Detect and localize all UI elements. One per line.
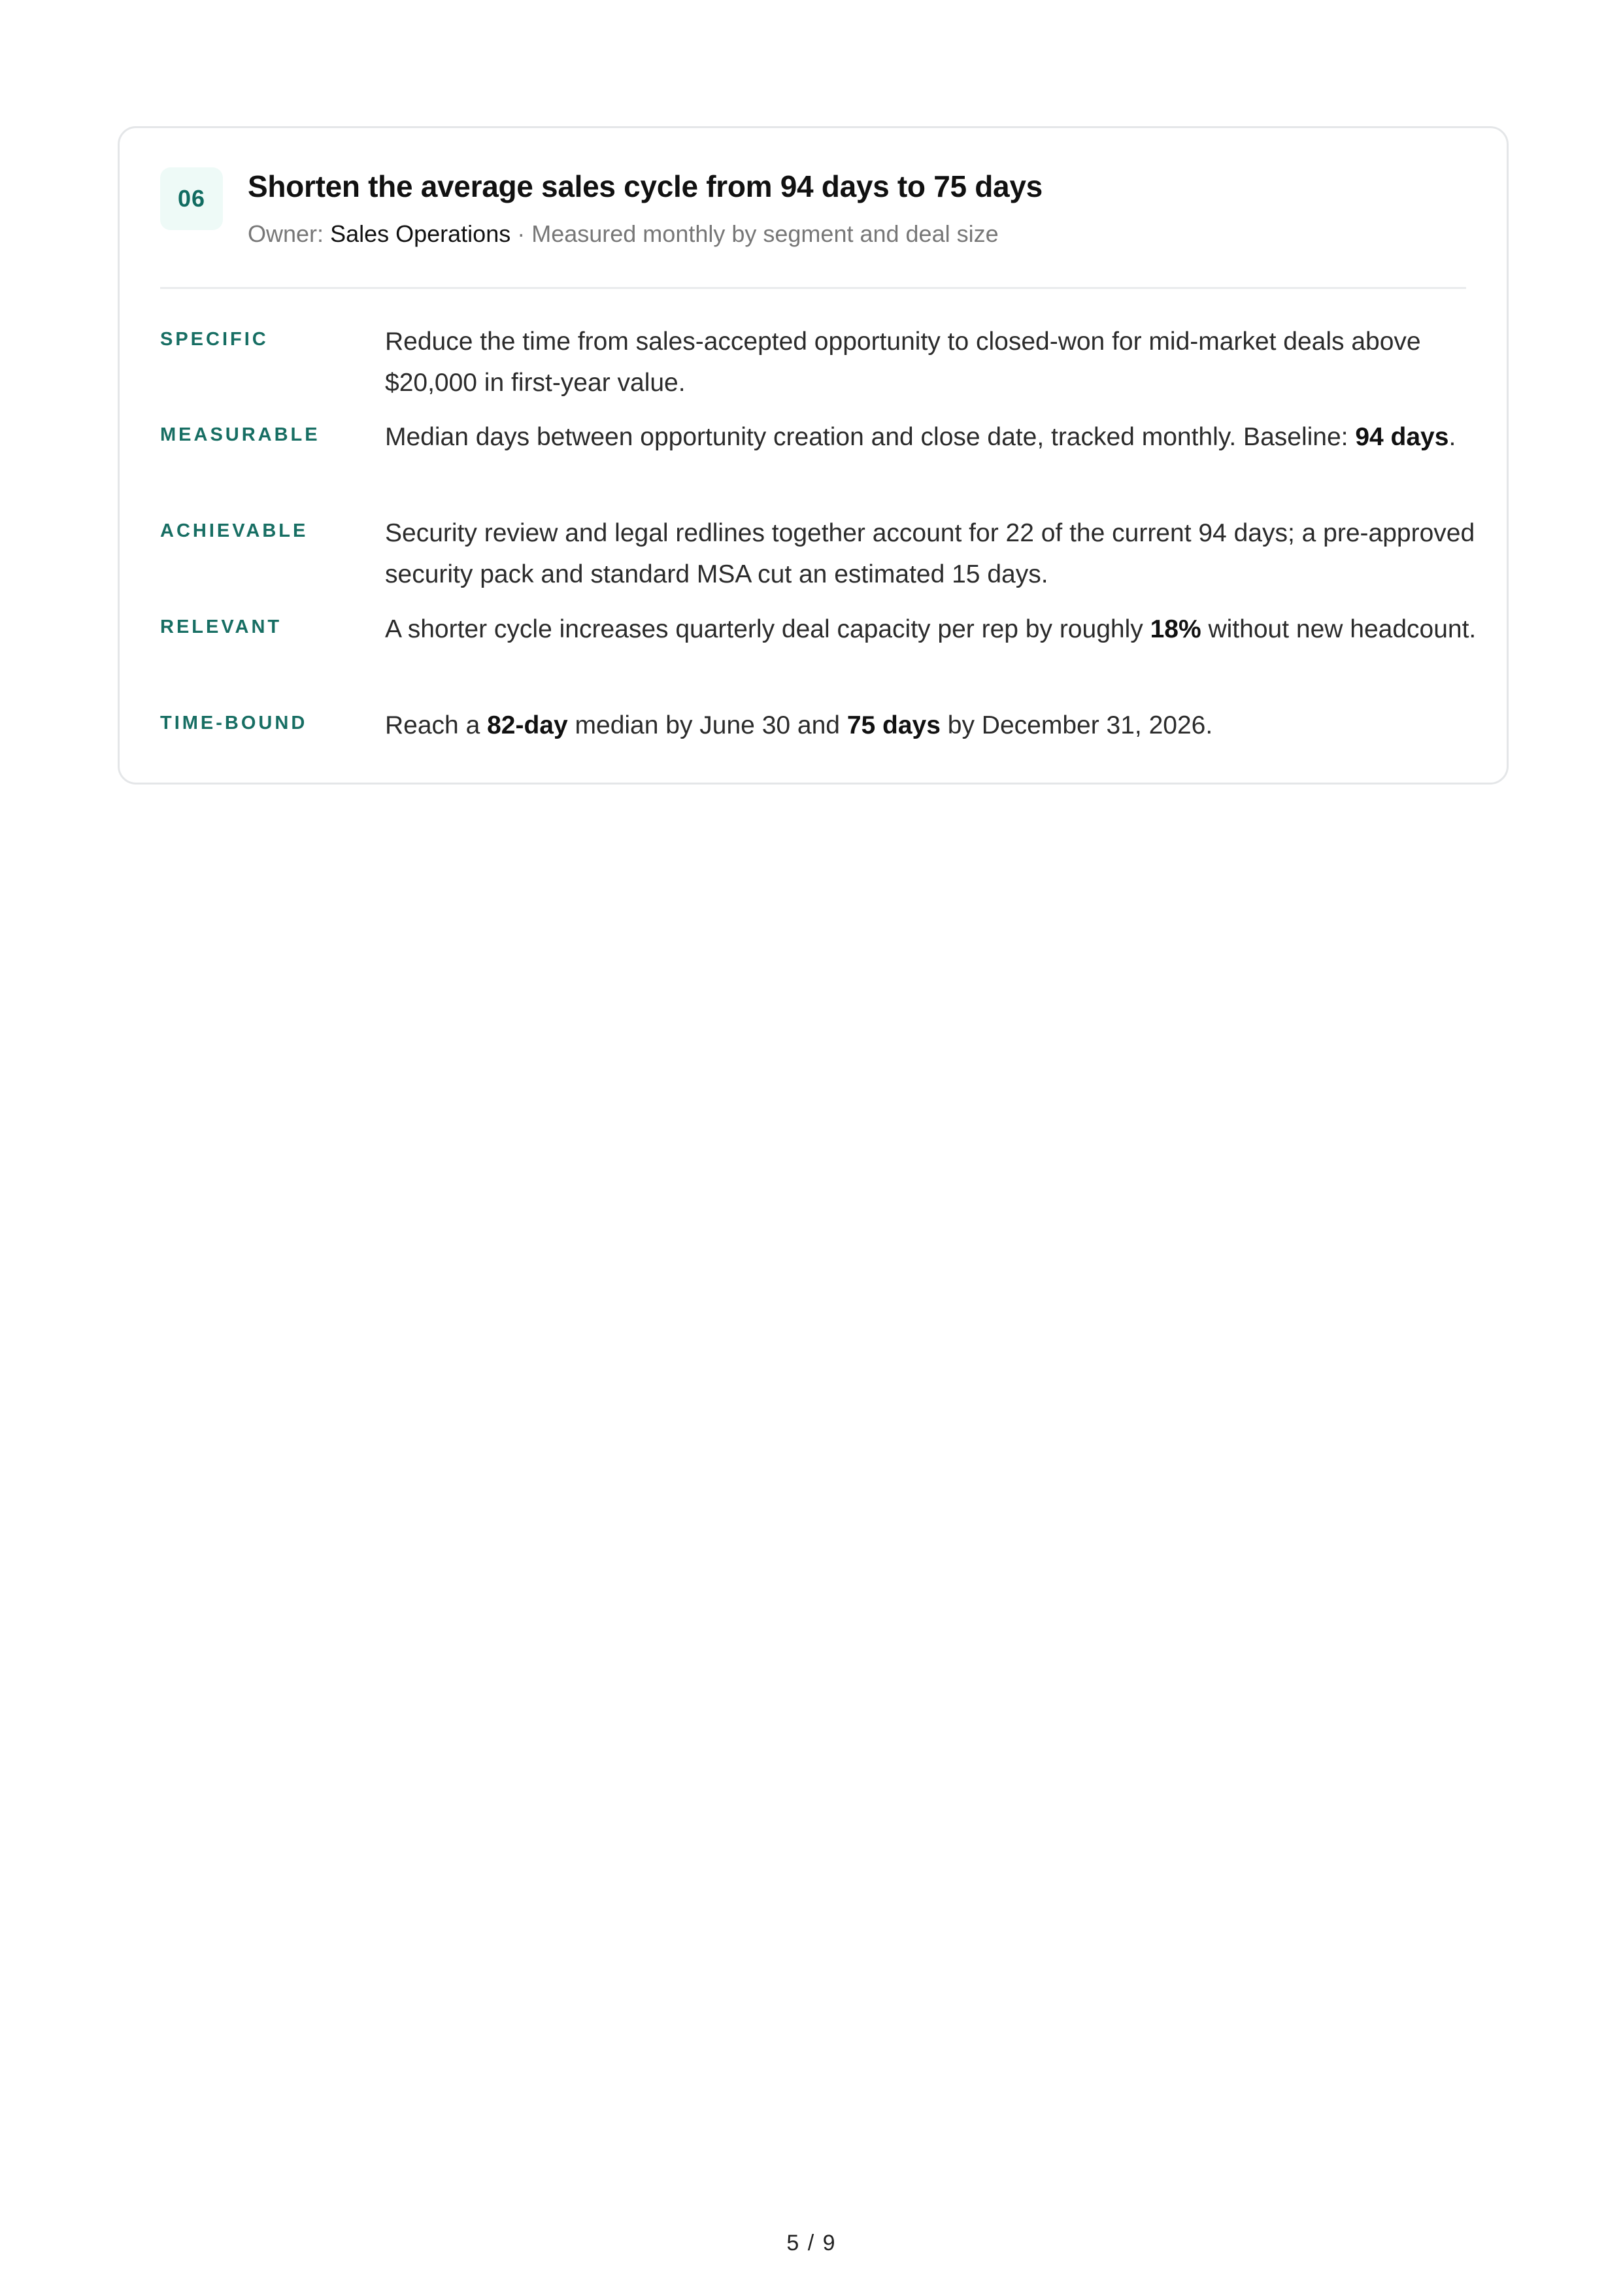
goal-card [118, 126, 1509, 785]
goal-number-badge: 06 [160, 167, 223, 230]
owner-name: Sales Operations [330, 220, 511, 247]
criterion-label: ACHIEVABLE [160, 520, 309, 541]
criterion-text: Security review and legal redlines together account for 22 of the current 94 days; a pre-approved security pack and standard MSA cut an estimated 15 days. [385, 519, 1475, 588]
criterion-text-part: by December 31, 2026. [940, 711, 1213, 739]
goal-title: Shorten the average sales cycle from 94 days to 75 days [248, 169, 1043, 203]
criterion-highlight: 82-day [487, 711, 568, 739]
measure-note: · Measured monthly by segment and deal size [517, 220, 999, 247]
criterion-text-part: . [1448, 423, 1456, 451]
criterion-text-part: without new headcount. [1201, 615, 1477, 643]
criterion-label: MEASURABLE [160, 424, 320, 445]
criterion-text [385, 416, 1490, 458]
criterion-highlight: 75 days [846, 711, 941, 739]
header-divider [160, 287, 1466, 289]
criterion-highlight: 94 days [1355, 423, 1449, 451]
criterion-highlight: 18% [1150, 615, 1201, 643]
criterion-text-part: Median days between opportunity creation and close date, tracked monthly. Baseline: [385, 423, 1356, 451]
criterion-text-part: A shorter cycle increases quarterly deal capacity per rep by roughly [385, 615, 1150, 643]
criterion-text: Reduce the time from sales-accepted opportunity to closed-won for mid-market deals above $20,000 in first-year value. [385, 328, 1421, 397]
page-indicator: 5 / 9 [786, 2231, 837, 2255]
criterion-text [385, 705, 1490, 746]
criterion-label: RELEVANT [160, 616, 282, 637]
criterion-text-part: Reach a [385, 711, 488, 739]
goal-meta [248, 220, 999, 248]
criterion-label: SPECIFIC [160, 329, 269, 350]
criterion-label: TIME-BOUND [160, 713, 308, 734]
criterion-text-part: median by June 30 and [567, 711, 847, 739]
criterion-text [385, 609, 1490, 650]
owner-label: Owner: [248, 220, 324, 247]
